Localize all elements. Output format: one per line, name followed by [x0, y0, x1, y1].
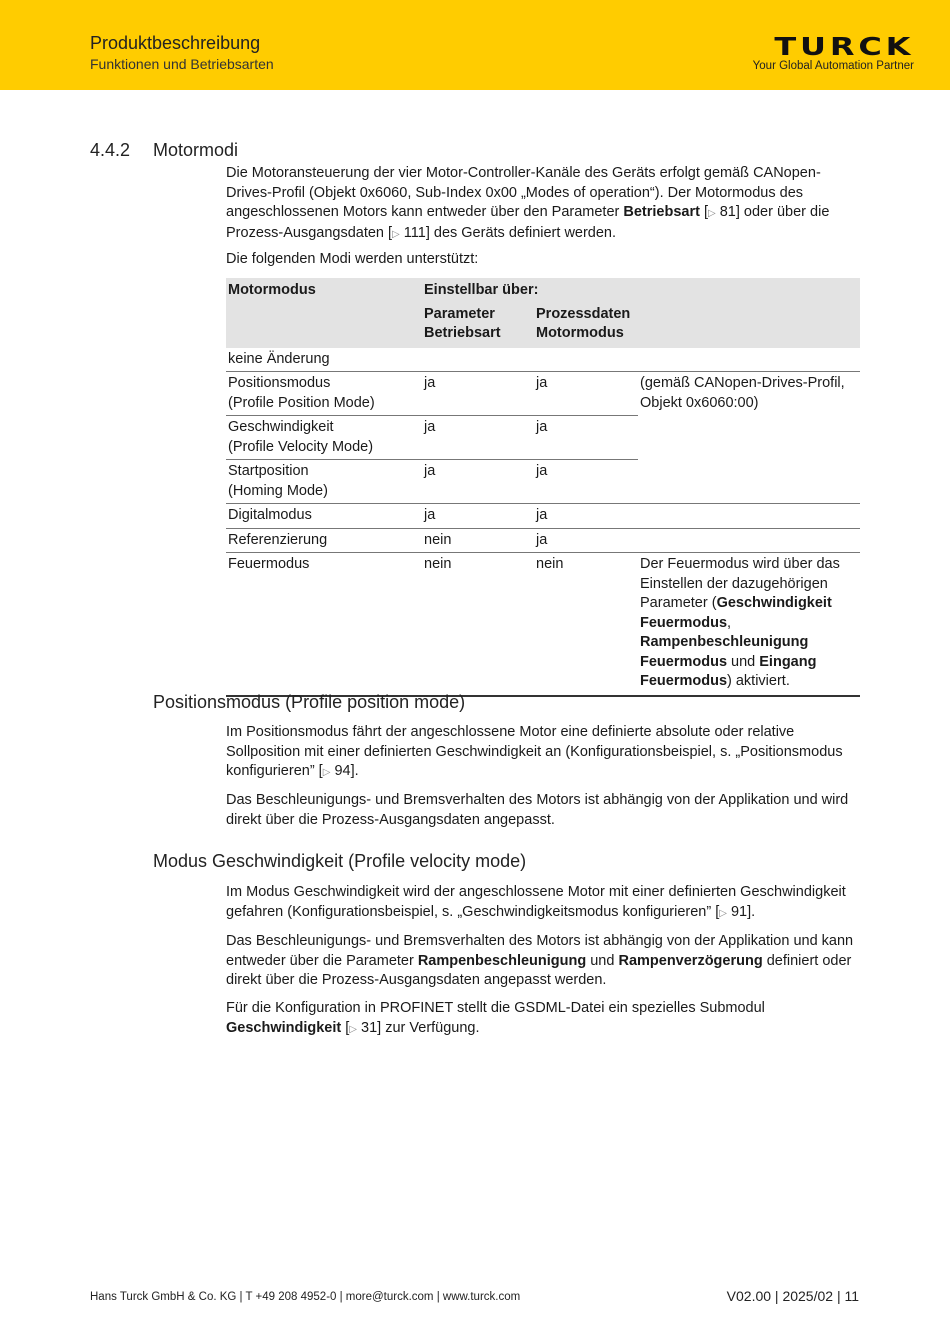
canopen-note: (gemäß CANopen-Drives-Profil, Objekt 0x6060:00) [638, 372, 860, 504]
position-mode-title: Positionsmodus (Profile position mode) [153, 692, 466, 712]
page-header [0, 0, 950, 90]
intro-paragraph: Die Motoransteuerung der vier Motor-Controller-Kanäle des Geräts erfolgt gemäß CANopen-Drives-Profil (Objekt 0x6060, Sub-Index 0x00 „Modes of operation“). Der Motormodus des angeschlossenen Motors kann entweder über den Parameter Betriebsart [▷ 81] oder über die Prozess-Ausgangsdaten [▷ 111] des Geräts definiert werden. [226, 165, 830, 241]
velocity-mode-paragraph-2: Das Beschleunigungs- und Bremsverhalten des Motors ist abhängig von der Applikation und kann entweder über die Parameter Rampenbeschleunigung und Rampenverzögerung definiert oder direkt über die Prozess-Ausgangsdaten angepasst werden. [226, 933, 854, 988]
lead-text: Die folgenden Modi werden unterstützt: [226, 251, 479, 267]
table-row: Referenzierung nein ja [226, 528, 860, 553]
velocity-mode-paragraph-1: Im Modus Geschwindigkeit wird der angeschlossene Motor mit einer definierten Geschwindigkeit gefahren (Konfigurationsbeispiel, s. „Geschwindigkeitsmodus konfigurieren” [▷ 91]. [226, 884, 846, 920]
motor-modes-table [226, 278, 860, 697]
footer-version: V02.00 | 2025/02 | 11 [726, 1288, 859, 1304]
header-subtitle: Funktionen und Betriebsarten [90, 56, 274, 72]
position-mode-paragraph-2: Das Beschleunigungs- und Bremsverhalten des Motors ist abhängig von der Applikation und wird direkt über die Prozess-Ausgangsdaten angepasst. [226, 792, 849, 828]
footer-contact: Hans Turck GmbH & Co. KG | T +49 208 4952-0 | more@turck.com | www.turck.com [90, 1291, 521, 1303]
turck-logo: TURCK [774, 32, 914, 61]
table-row: keine Änderung [228, 350, 330, 367]
header-settable: Einstellbar über: [422, 278, 860, 303]
header-process: Prozessdaten Motormodus [534, 303, 638, 348]
header-title: Produktbeschreibung [90, 33, 261, 53]
page-ref-icon[interactable]: ▷ [719, 907, 727, 919]
velocity-mode-title: Modus Geschwindigkeit (Profile velocity mode) [153, 851, 527, 871]
table-row: Startposition (Homing Mode) ja ja [226, 460, 860, 504]
section-number: 4.4.2 [90, 140, 131, 160]
logo-tagline: Your Global Automation Partner [752, 60, 914, 72]
page-ref-icon[interactable]: ▷ [392, 228, 400, 240]
header-motormodus: Motormodus [226, 278, 422, 348]
page-ref-icon[interactable]: ▷ [708, 208, 716, 219]
position-mode-paragraph-1: Im Positionsmodus fährt der angeschlossene Motor eine definierte absolute oder relative Sollposition mit einer definierten Geschwindigkeit an (Konfigurationsbeispiel, s. „Positionsmodus konfigurieren” [▷ 94]. [226, 724, 843, 779]
table-row: Geschwindigkeit (Profile Velocity Mode) ja ja [226, 416, 860, 460]
table-header-row [226, 278, 860, 303]
header-parameter: Parameter Betriebsart [422, 303, 534, 348]
table-row: Digitalmodus ja ja [226, 504, 860, 529]
velocity-mode-paragraph-3: Für die Konfiguration in PROFINET stellt die GSDML-Datei ein spezielles Submodul Geschwindigkeit [▷ 31] zur Verfügung. [226, 1000, 765, 1036]
section-title: Motormodi [153, 140, 239, 160]
page-ref-icon[interactable]: ▷ [349, 1023, 357, 1035]
fire-mode-note: Der Feuermodus wird über das Einstellen der dazugehörigen Parameter (Geschwindigkeit Feuermodus, Rampenbeschleunigung Feuermodus und Eingang Feuermodus) aktiviert. [638, 553, 860, 696]
table-row: Positionsmodus (Profile Position Mode) ja ja (gemäß CANopen-Drives-Profil, Objekt 0x6060:00) [226, 372, 860, 416]
page-ref-icon[interactable]: ▷ [322, 767, 331, 778]
table-row: Feuermodus nein nein Der Feuermodus wird über das Einstellen der dazugehörigen Parameter (Geschwindigkeit Feuermodus, Rampenbeschleunigung Feuermodus und Eingang Feuermodus) aktiviert. [226, 553, 860, 696]
